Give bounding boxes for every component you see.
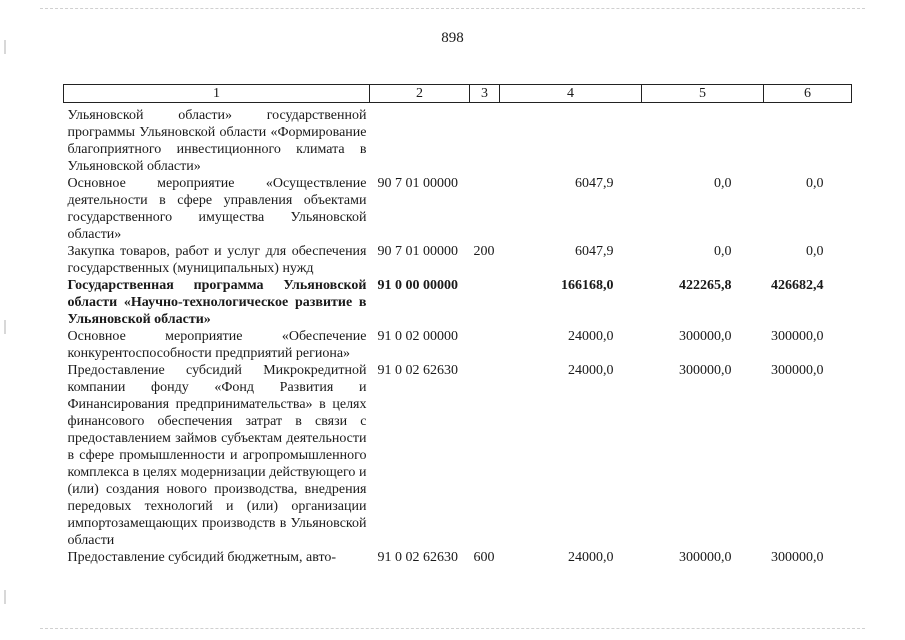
- row-value-col5: 300000,0: [679, 329, 732, 344]
- table-row: [64, 549, 852, 566]
- row-name: Предоставление субсидий Микрокредитной компании фонду «Фонд Развития и Финансирования предпринимательства» в целях финансового обеспечения затрат в связи с предоставлением займов субъектам деятельности в сфере промышленности и агропромышленного комплекса в целях модернизации действующего и (или) создания нового производства, внедрения передовых технологий и (или) организации импортозамещающих производств в Ульяновской области: [67, 363, 367, 548]
- table-row: [64, 328, 852, 362]
- budget-table: [63, 84, 852, 566]
- table-row-program: [64, 277, 852, 328]
- row-name: Закупка товаров, работ и услуг для обеспечения государственных (муниципальных) нужд: [67, 244, 367, 276]
- row-code: 91 0 02 00000: [377, 329, 458, 344]
- row-value-col4: 24000,0: [568, 329, 614, 344]
- row-name: Государственная программа Ульяновской области «Научно-технологическое развитие в Ульяновской области»: [67, 278, 367, 327]
- row-value-col5: 300000,0: [679, 550, 732, 565]
- table-row: [64, 362, 852, 549]
- row-expense-type: [470, 107, 500, 175]
- table-row: [64, 243, 852, 277]
- row-code: 91 0 02 62630: [377, 363, 458, 378]
- row-value-col6: 300000,0: [771, 329, 824, 344]
- row-expense-type: 200: [473, 244, 495, 259]
- bottom-scan-edge: [40, 628, 865, 630]
- row-expense-type: [470, 175, 500, 243]
- row-value-col6: 300000,0: [771, 363, 824, 378]
- row-name: Основное мероприятие «Обеспечение конкурентоспособности предприятий региона»: [67, 329, 367, 361]
- row-value-col4: 6047,9: [575, 244, 614, 259]
- row-value-col4: [500, 107, 642, 175]
- row-value-col4: 24000,0: [568, 363, 614, 378]
- row-expense-type: [470, 277, 500, 328]
- row-expense-type: [470, 362, 500, 549]
- row-value-col5: [642, 107, 764, 175]
- header-row: [64, 85, 852, 103]
- row-code: 91 0 02 62630: [377, 550, 458, 565]
- row-value-col5: 300000,0: [679, 363, 732, 378]
- column-header: 6: [764, 85, 852, 103]
- row-expense-type: 600: [473, 550, 495, 565]
- row-value-col5: 0,0: [714, 176, 732, 191]
- row-value-col6: 426682,4: [771, 278, 824, 293]
- row-code: 90 7 01 00000: [377, 244, 458, 259]
- column-header: 4: [500, 85, 642, 103]
- row-code: [370, 107, 470, 175]
- row-value-col6: [764, 107, 852, 175]
- row-value-col4: 6047,9: [575, 176, 614, 191]
- row-expense-type: [470, 328, 500, 362]
- row-name: Основное мероприятие «Осуществление деятельности в сфере управления объектами государственного имущества Ульяновской области»: [67, 176, 367, 242]
- column-header: 3: [470, 85, 500, 103]
- page-number: 898: [441, 30, 464, 46]
- table-row: [64, 175, 852, 243]
- binding-mark: [4, 590, 6, 604]
- row-name: Ульяновской области» государственной программы Ульяновской области «Формирование благоприятного инвестиционного климата в Ульяновской области»: [67, 108, 367, 174]
- table-row: [64, 107, 852, 175]
- row-code: 91 0 00 00000: [377, 278, 458, 293]
- row-value-col5: 422265,8: [679, 278, 732, 293]
- row-value-col6: 0,0: [806, 176, 824, 191]
- column-header: 2: [370, 85, 470, 103]
- row-name: Предоставление субсидий бюджетным, авто-: [67, 550, 337, 565]
- row-value-col4: 166168,0: [561, 278, 614, 293]
- column-header: 1: [64, 85, 370, 103]
- column-header: 5: [642, 85, 764, 103]
- top-scan-edge: [40, 8, 865, 10]
- row-value-col6: 0,0: [806, 244, 824, 259]
- binding-mark: [4, 320, 6, 334]
- row-value-col5: 0,0: [714, 244, 732, 259]
- row-value-col4: 24000,0: [568, 550, 614, 565]
- row-code: 90 7 01 00000: [377, 176, 458, 191]
- row-value-col6: 300000,0: [771, 550, 824, 565]
